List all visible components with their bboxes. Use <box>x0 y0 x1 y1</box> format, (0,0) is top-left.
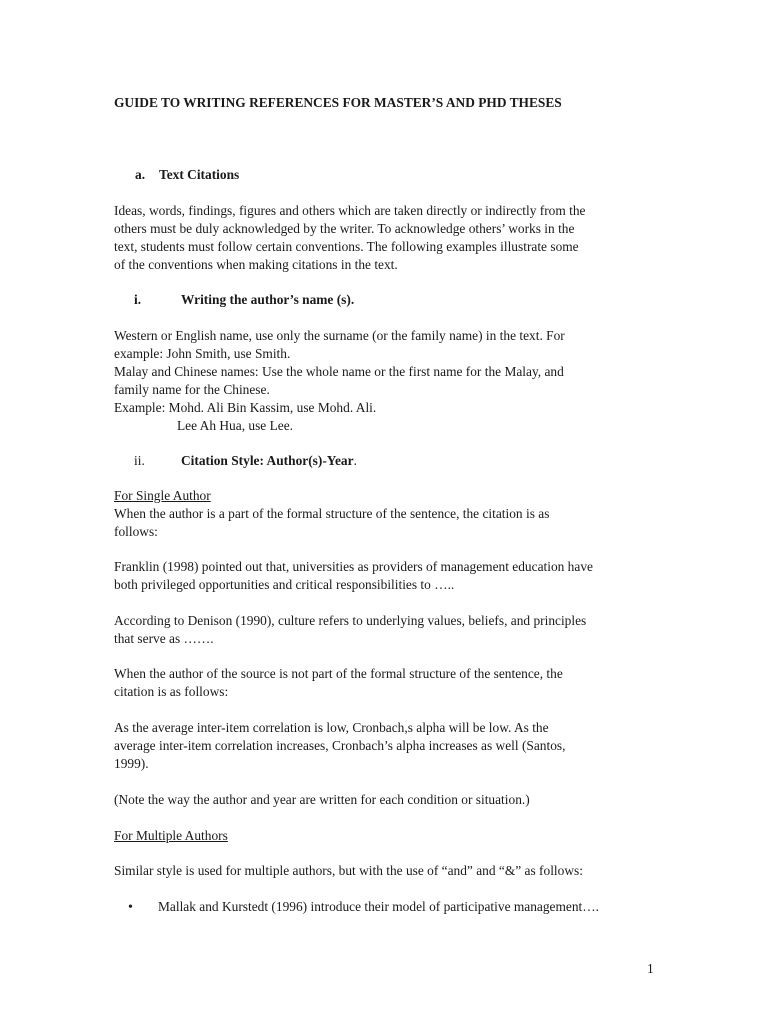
cronbach-example <box>114 719 659 773</box>
franklin-line: Franklin (1998) pointed out that, universities as providers of management education have <box>114 559 593 574</box>
names-paragraph <box>114 327 659 435</box>
page-number: 1 <box>647 961 654 976</box>
names-line: family name for the Chinese. <box>114 382 270 397</box>
cronbach-line: average inter-item correlation increases, Cronbach’s alpha increases as well (Santos, <box>114 738 566 753</box>
names-line: example: John Smith, use Smith. <box>114 346 291 361</box>
multiple-authors-heading: For Multiple Authors <box>114 828 228 843</box>
bullet-list-item <box>128 898 668 917</box>
bullet-icon: • <box>128 900 133 915</box>
sub-ii-marker: ii. <box>134 453 145 468</box>
names-line: Example: Mohd. Ali Bin Kassim, use Mohd. Ali. <box>114 400 377 415</box>
intro-paragraph <box>114 202 659 274</box>
denison-line: According to Denison (1990), culture refers to underlying values, beliefs, and principles <box>114 613 587 628</box>
bullet-text: Mallak and Kurstedt (1996) introduce their model of participative management…. <box>158 899 600 914</box>
sub-ii-heading-wrap <box>181 452 357 470</box>
not-part-line: When the author of the source is not part of the formal structure of the sentence, the <box>114 666 563 681</box>
note-line: (Note the way the author and year are written for each condition or situation.) <box>114 792 530 807</box>
cronbach-line: 1999). <box>114 756 149 771</box>
cronbach-line: As the average inter-item correlation is low, Cronbach,s alpha will be low. As the <box>114 720 549 735</box>
not-part-line: citation is as follows: <box>114 684 229 699</box>
not-part-paragraph <box>114 665 659 701</box>
single-author-line: follows: <box>114 524 158 539</box>
single-author-heading: For Single Author <box>114 488 211 503</box>
sub-i-heading: Writing the author’s name (s). <box>181 292 355 307</box>
denison-line: that serve as ……. <box>114 631 214 646</box>
intro-line: others must be duly acknowledged by the writer. To acknowledge others’ works in the <box>114 221 575 236</box>
note-paragraph <box>114 791 659 809</box>
denison-example <box>114 612 659 648</box>
similar-line: Similar style is used for multiple authors, but with the use of “and” and “&” as follows: <box>114 863 583 878</box>
section-a-marker: a. <box>135 167 146 182</box>
single-author-line: When the author is a part of the formal structure of the sentence, the citation is as <box>114 506 550 521</box>
franklin-example <box>114 558 659 594</box>
section-a-heading: Text Citations <box>159 167 240 182</box>
document-title: GUIDE TO WRITING REFERENCES FOR MASTER’S AND PHD THESES <box>114 95 562 110</box>
sub-ii-heading: Citation Style: Author(s)-Year <box>181 453 354 468</box>
franklin-line: both privileged opportunities and critical responsibilities to ….. <box>114 577 455 592</box>
sub-i-marker: i. <box>134 292 142 307</box>
names-line: Western or English name, use only the surname (or the family name) in the text. For <box>114 328 565 343</box>
sub-ii-trail: . <box>353 453 357 468</box>
multiple-authors-section <box>114 827 659 845</box>
names-line: Malay and Chinese names: Use the whole name or the first name for the Malay, and <box>114 364 564 379</box>
intro-line: Ideas, words, findings, figures and others which are taken directly or indirectly from the <box>114 203 586 218</box>
intro-line: text, students must follow certain conventions. The following examples illustrate some <box>114 239 579 254</box>
single-author-section <box>114 487 659 541</box>
intro-line: of the conventions when making citations in the text. <box>114 257 398 272</box>
names-example-indent-line: Lee Ah Hua, use Lee. <box>177 418 294 433</box>
similar-style-paragraph <box>114 862 659 880</box>
